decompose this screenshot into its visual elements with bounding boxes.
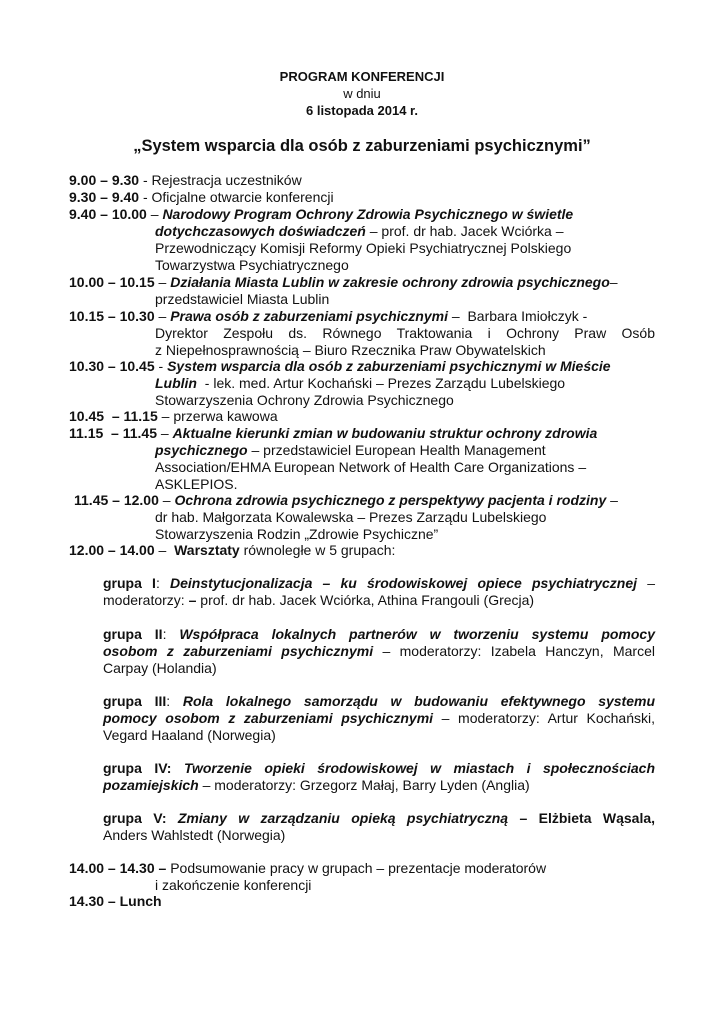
- schedule-item: 10.45 – 11.15 – przerwa kawowa: [69, 408, 278, 424]
- workshop-group-moderators: Anders Wahlstedt (Norwegia): [103, 827, 286, 843]
- date-prefix: w dniu: [343, 86, 381, 101]
- workshop-group-moderators: osobom z zaburzeniami psychicznymi – moderatorzy: Izabela Hanczyn, Marcel: [103, 643, 655, 659]
- item-topic: Narodowy Program Ochrony Zdrowia Psychicznego w świetle: [162, 206, 574, 222]
- schedule-item: 12.00 – 14.00 – Warsztaty równoległe w 5 grupach:: [69, 542, 396, 558]
- item-text: Podsumowanie pracy w grupach – prezentacje moderatorów: [166, 860, 547, 876]
- item-topic: Ochrona zdrowia psychicznego z perspektywy pacjenta i rodziny: [174, 492, 607, 508]
- schedule-item-continuation: Stowarzyszenia Ochrony Zdrowia Psychicznego: [155, 392, 454, 408]
- schedule-item-continuation: Stowarzyszenia Rodzin „Zdrowie Psychiczne”: [155, 526, 439, 542]
- time-slot: 9.40 – 10.00: [69, 206, 147, 222]
- workshop-group-moderators: moderatorzy: – prof. dr hab. Jacek Wciórka, Athina Frangouli (Grecja): [103, 592, 535, 608]
- item-speaker: - lek. med. Artur Kochański – Prezes Zarządu Lubelskiego: [197, 375, 566, 391]
- time-slot: 11.15 – 11.45: [69, 425, 157, 441]
- workshop-group-moderators: Vegard Haaland (Norwegia): [103, 727, 276, 743]
- schedule-item: 9.30 – 9.40 - Oficjalne otwarcie konferencji: [69, 189, 334, 205]
- workshops-label: Warsztaty: [174, 542, 240, 558]
- group-topic: Tworzenie opieki środowiskowej w miastach i społecznościach: [183, 760, 656, 776]
- schedule-item: [69, 860, 724, 877]
- item-topic: dotychczasowych doświadczeń: [155, 223, 366, 239]
- schedule-item-continuation: przedstawiciel Miasta Lublin: [155, 291, 330, 307]
- schedule-item: 10.00 – 10.15 – Działania Miasta Lublin w zakresie ochrony zdrowia psychicznego–: [69, 274, 618, 290]
- schedule-item-continuation: [155, 442, 724, 459]
- time-slot: 14.00 – 14.30 –: [69, 860, 167, 876]
- group-topic: Zmiany w zarządzaniu opieką psychiatryczną: [177, 810, 509, 826]
- schedule-item-continuation: Przewodniczący Komisji Reformy Opieki Psychiatrycznej Polskiego: [155, 240, 572, 256]
- schedule-item-continuation: [155, 223, 724, 240]
- group-topic: Współpraca lokalnych partnerów w tworzeniu systemu pomocy: [179, 626, 655, 642]
- item-topic: Aktualne kierunki zmian w budowaniu struktur ochrony zdrowia: [172, 425, 598, 441]
- schedule-item-continuation: z Niepełnosprawnością – Biuro Rzecznika Praw Obywatelskich: [155, 342, 546, 358]
- time-slot: 9.30 – 9.40: [69, 189, 140, 205]
- time-slot: 10.45 – 11.15: [69, 408, 158, 424]
- schedule-item-continuation: [155, 375, 724, 392]
- item-topic: System wsparcia dla osób z zaburzeniami psychicznymi w Mieście: [167, 358, 611, 374]
- schedule-item-continuation: dr hab. Małgorzata Kowalewska – Prezes Zarządu Lubelskiego: [155, 509, 547, 525]
- schedule-item-continuation: Towarzystwa Psychiatrycznego: [155, 257, 349, 273]
- workshop-group: [103, 760, 655, 777]
- schedule-item-continuation: Association/EHMA European Network of Health Care Organizations –: [155, 459, 587, 475]
- item-speaker: – przedstawiciel European Health Management: [247, 442, 546, 458]
- item-text: przerwa kawowa: [173, 408, 278, 424]
- conference-title: „System wsparcia dla osób z zaburzeniami psychicznymi”: [133, 137, 591, 155]
- schedule-item-continuation: Dyrektor Zespołu ds. Równego Traktowania i Ochrony Praw Osób: [155, 325, 655, 341]
- program-heading: PROGRAM KONFERENCJI: [279, 69, 445, 84]
- item-speaker: – Barbara Imiołczyk -: [447, 308, 588, 324]
- item-topic: Działania Miasta Lublin w zakresie ochrony zdrowia psychicznego: [170, 274, 610, 290]
- item-text: Rejestracja uczestników: [151, 172, 302, 188]
- time-slot: 10.15 – 10.30: [69, 308, 155, 324]
- item-text: Oficjalne otwarcie konferencji: [151, 189, 334, 205]
- workshop-group-moderators: pomocy osobom z zaburzeniami psychicznymi – moderatorzy: Artur Kochański,: [103, 710, 655, 726]
- schedule-item: 11.45 – 12.00 – Ochrona zdrowia psychicznego z perspektywy pacjenta i rodziny –: [74, 492, 618, 508]
- workshop-group-moderators: pozamiejskich – moderatorzy: Grzegorz Małaj, Barry Lyden (Anglia): [103, 777, 530, 793]
- group-label: grupa II: [103, 626, 163, 642]
- time-slot: 10.00 – 10.15: [69, 274, 155, 290]
- group-topic: Deinstytucjonalizacja – ku środowiskowej opiece psychiatrycznej: [169, 575, 638, 591]
- group-label: grupa V:: [103, 810, 167, 826]
- workshop-group-moderators: Carpay (Holandia): [103, 660, 217, 676]
- item-speaker: – prof. dr hab. Jacek Wciórka –: [365, 223, 564, 239]
- workshop-group: grupa I: Deinstytucjonalizacja – ku środowiskowej opiece psychiatrycznej –: [103, 575, 655, 591]
- schedule-item: 10.30 – 10.45 - System wsparcia dla osób z zaburzeniami psychicznymi w Mieście: [69, 358, 611, 374]
- group-label: grupa I: [103, 575, 156, 591]
- schedule-item-continuation: ASKLEPIOS.: [155, 476, 238, 492]
- item-topic: psychicznego: [155, 442, 248, 458]
- schedule-item: 9.00 – 9.30 - Rejestracja uczestników: [69, 172, 302, 188]
- workshop-group: grupa III: Rola lokalnego samorządu w budowaniu efektywnego systemu: [103, 693, 656, 709]
- conference-date: 6 listopada 2014 r.: [305, 103, 418, 118]
- workshop-group: grupa V: Zmiany w zarządzaniu opieką psychiatryczną – Elżbieta Wąsala,: [103, 810, 656, 826]
- schedule-item: 9.40 – 10.00 – Narodowy Program Ochrony Zdrowia Psychicznego w świetle: [69, 206, 574, 222]
- schedule-item: 11.15 – 11.45 – Aktualne kierunki zmian w budowaniu struktur ochrony zdrowia: [69, 425, 598, 441]
- time-slot: 11.45 – 12.00: [74, 492, 159, 508]
- time-slot: 10.30 – 10.45: [69, 358, 155, 374]
- group-label: grupa III: [103, 693, 167, 709]
- item-topic: Prawa osób z zaburzeniami psychicznymi: [170, 308, 448, 324]
- schedule-item-continuation: i zakończenie konferencji: [155, 877, 312, 893]
- group-label: grupa IV:: [103, 760, 172, 776]
- item-topic: Lublin: [155, 375, 197, 391]
- time-slot: 12.00 – 14.00: [69, 542, 155, 558]
- time-slot: 9.00 – 9.30: [69, 172, 140, 188]
- lunch-item: 14.30 – Lunch: [69, 893, 162, 909]
- group-topic: Rola lokalnego samorządu w budowaniu efektywnego systemu: [182, 693, 656, 709]
- schedule-item: 10.15 – 10.30 – Prawa osób z zaburzeniami psychicznymi – Barbara Imiołczyk -: [69, 308, 588, 324]
- workshop-group: grupa II: Współpraca lokalnych partnerów w tworzeniu systemu pomocy: [103, 626, 655, 642]
